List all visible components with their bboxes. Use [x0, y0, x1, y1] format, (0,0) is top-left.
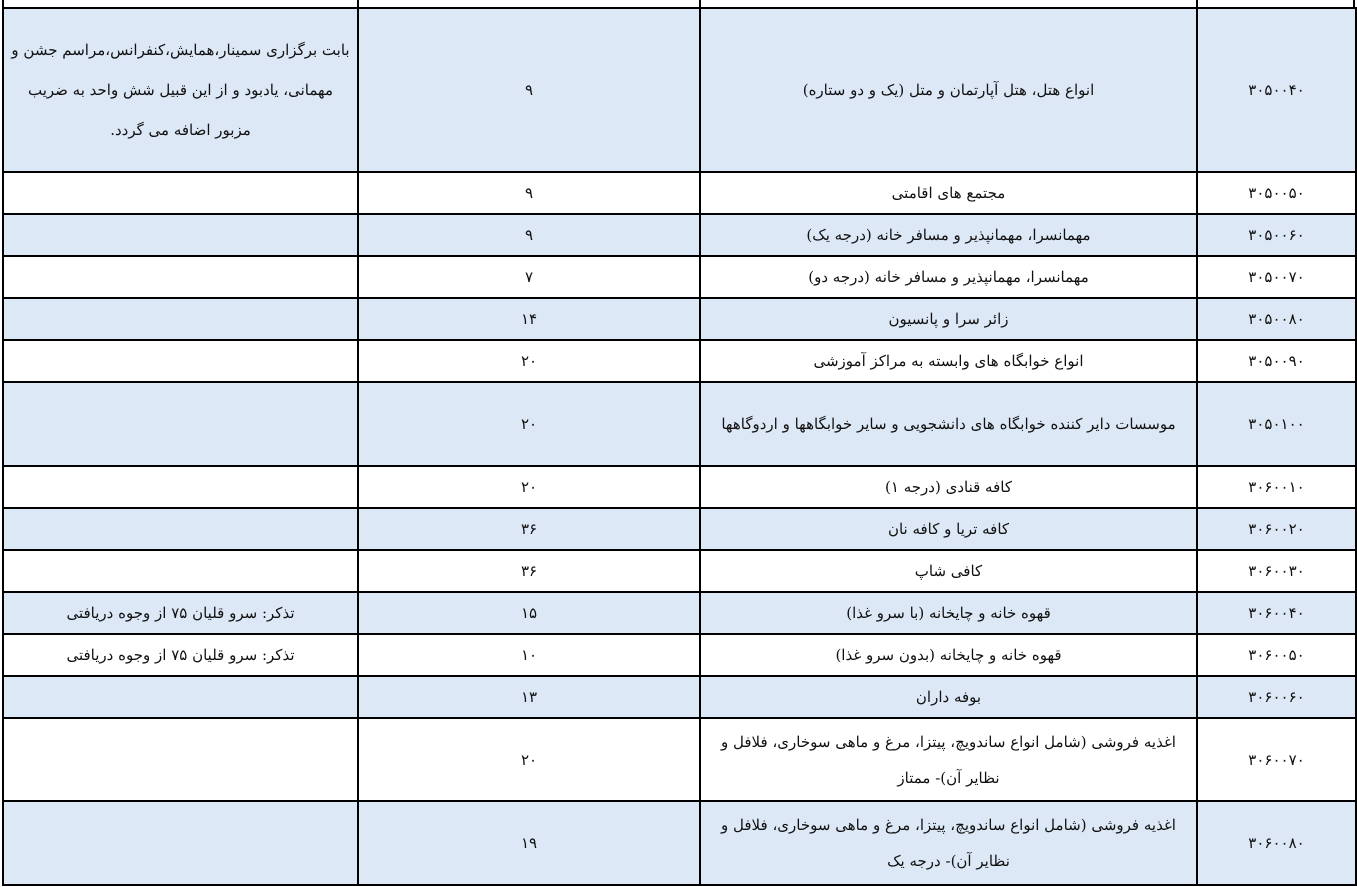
activity-name-cell: کافه قنادی (درجه ۱)	[700, 466, 1197, 508]
activity-name-cell: کافه تریا و کافه نان	[700, 508, 1197, 550]
table-row	[3, 718, 1356, 801]
table-row	[3, 466, 1356, 508]
note-cell	[3, 340, 358, 382]
note-cell	[3, 382, 358, 466]
table-row	[3, 340, 1356, 382]
activity-name-cell: اغذیه فروشی (شامل انواع ساندویچ، پیتزا، مرغ و ماهی سوخاری، فلافل و نظایر آن)- ممتاز	[700, 718, 1197, 801]
coefficient-cell: ۲۰	[358, 718, 700, 801]
note-cell	[3, 550, 358, 592]
coefficient-cell: ۳۶	[358, 550, 700, 592]
activity-code-cell: ۳۰۵۰۰۸۰	[1197, 298, 1356, 340]
table-row	[3, 592, 1356, 634]
coefficient-cell: ۹	[358, 8, 700, 172]
activity-name-cell: زائر سرا و پانسیون	[700, 298, 1197, 340]
table-row	[3, 8, 1356, 172]
note-cell	[3, 214, 358, 256]
note-cell	[3, 718, 358, 801]
activity-name-cell: کافی شاپ	[700, 550, 1197, 592]
activity-name-cell: موسسات دایر کننده خوابگاه های دانشجویی و سایر خوابگاهها و اردوگاهها	[700, 382, 1197, 466]
activity-name-cell: مهمانسرا، مهمانپذیر و مسافر خانه (درجه دو)	[700, 256, 1197, 298]
note-cell	[3, 466, 358, 508]
table-row	[3, 172, 1356, 214]
activity-code-cell: ۳۰۵۰۰۷۰	[1197, 256, 1356, 298]
activity-code-cell: ۳۰۵۰۱۰۰	[1197, 382, 1356, 466]
activity-name-cell: مهمانسرا، مهمانپذیر و مسافر خانه (درجه یک)	[700, 214, 1197, 256]
activity-code-cell: ۳۰۶۰۰۶۰	[1197, 676, 1356, 718]
note-cell	[3, 256, 358, 298]
activity-name-cell: انواع خوابگاه های وابسته به مراکز آموزشی	[700, 340, 1197, 382]
coefficient-cell: ۳۶	[358, 508, 700, 550]
activity-name-cell: بوفه داران	[700, 676, 1197, 718]
coefficient-cell: ۲۰	[358, 382, 700, 466]
tariff-table-body	[3, 8, 1356, 885]
note-cell	[3, 298, 358, 340]
note-cell: بابت برگزاری سمینار،همایش،کنفرانس،مراسم جشن و مهمانی، یادبود و از این قبیل شش واحد به ضریب مزبور اضافه می گردد.	[3, 8, 358, 172]
coefficient-cell: ۲۰	[358, 340, 700, 382]
tariff-table	[2, 7, 1357, 886]
note-cell	[3, 801, 358, 885]
note-cell: تذکر: سرو قلیان ۷۵ از وجوه دریافتی	[3, 592, 358, 634]
coefficient-cell: ۱۵	[358, 592, 700, 634]
coefficient-cell: ۹	[358, 172, 700, 214]
activity-code-cell: ۳۰۶۰۰۷۰	[1197, 718, 1356, 801]
activity-name-cell: مجتمع های اقامتی	[700, 172, 1197, 214]
note-cell	[3, 508, 358, 550]
note-cell	[3, 172, 358, 214]
activity-code-cell: ۳۰۶۰۰۲۰	[1197, 508, 1356, 550]
activity-code-cell: ۳۰۶۰۰۵۰	[1197, 634, 1356, 676]
activity-code-cell: ۳۰۵۰۰۴۰	[1197, 8, 1356, 172]
table-row	[3, 801, 1356, 885]
table-row	[3, 634, 1356, 676]
activity-name-cell: انواع هتل، هتل آپارتمان و متل (یک و دو ستاره)	[700, 8, 1197, 172]
activity-code-cell: ۳۰۶۰۰۸۰	[1197, 801, 1356, 885]
coefficient-cell: ۱۹	[358, 801, 700, 885]
coefficient-cell: ۱۳	[358, 676, 700, 718]
activity-name-cell: قهوه خانه و چایخانه (با سرو غذا)	[700, 592, 1197, 634]
table-row	[3, 550, 1356, 592]
activity-code-cell: ۳۰۶۰۰۳۰	[1197, 550, 1356, 592]
activity-code-cell: ۳۰۶۰۰۴۰	[1197, 592, 1356, 634]
coefficient-cell: ۲۰	[358, 466, 700, 508]
table-row	[3, 214, 1356, 256]
activity-code-cell: ۳۰۵۰۰۶۰	[1197, 214, 1356, 256]
activity-name-cell: قهوه خانه و چایخانه (بدون سرو غذا)	[700, 634, 1197, 676]
note-cell: تذکر: سرو قلیان ۷۵ از وجوه دریافتی	[3, 634, 358, 676]
activity-name-cell: اغذیه فروشی (شامل انواع ساندویچ، پیتزا، مرغ و ماهی سوخاری، فلافل و نظایر آن)- درجه یک	[700, 801, 1197, 885]
activity-code-cell: ۳۰۵۰۰۹۰	[1197, 340, 1356, 382]
activity-code-cell: ۳۰۶۰۰۱۰	[1197, 466, 1356, 508]
coefficient-cell: ۷	[358, 256, 700, 298]
table-row	[3, 298, 1356, 340]
coefficient-cell: ۱۴	[358, 298, 700, 340]
previous-row-edge	[0, 0, 1357, 7]
activity-code-cell: ۳۰۵۰۰۵۰	[1197, 172, 1356, 214]
note-cell	[3, 676, 358, 718]
coefficient-cell: ۱۰	[358, 634, 700, 676]
coefficient-cell: ۹	[358, 214, 700, 256]
table-row	[3, 382, 1356, 466]
table-row	[3, 508, 1356, 550]
table-row	[3, 676, 1356, 718]
table-row	[3, 256, 1356, 298]
